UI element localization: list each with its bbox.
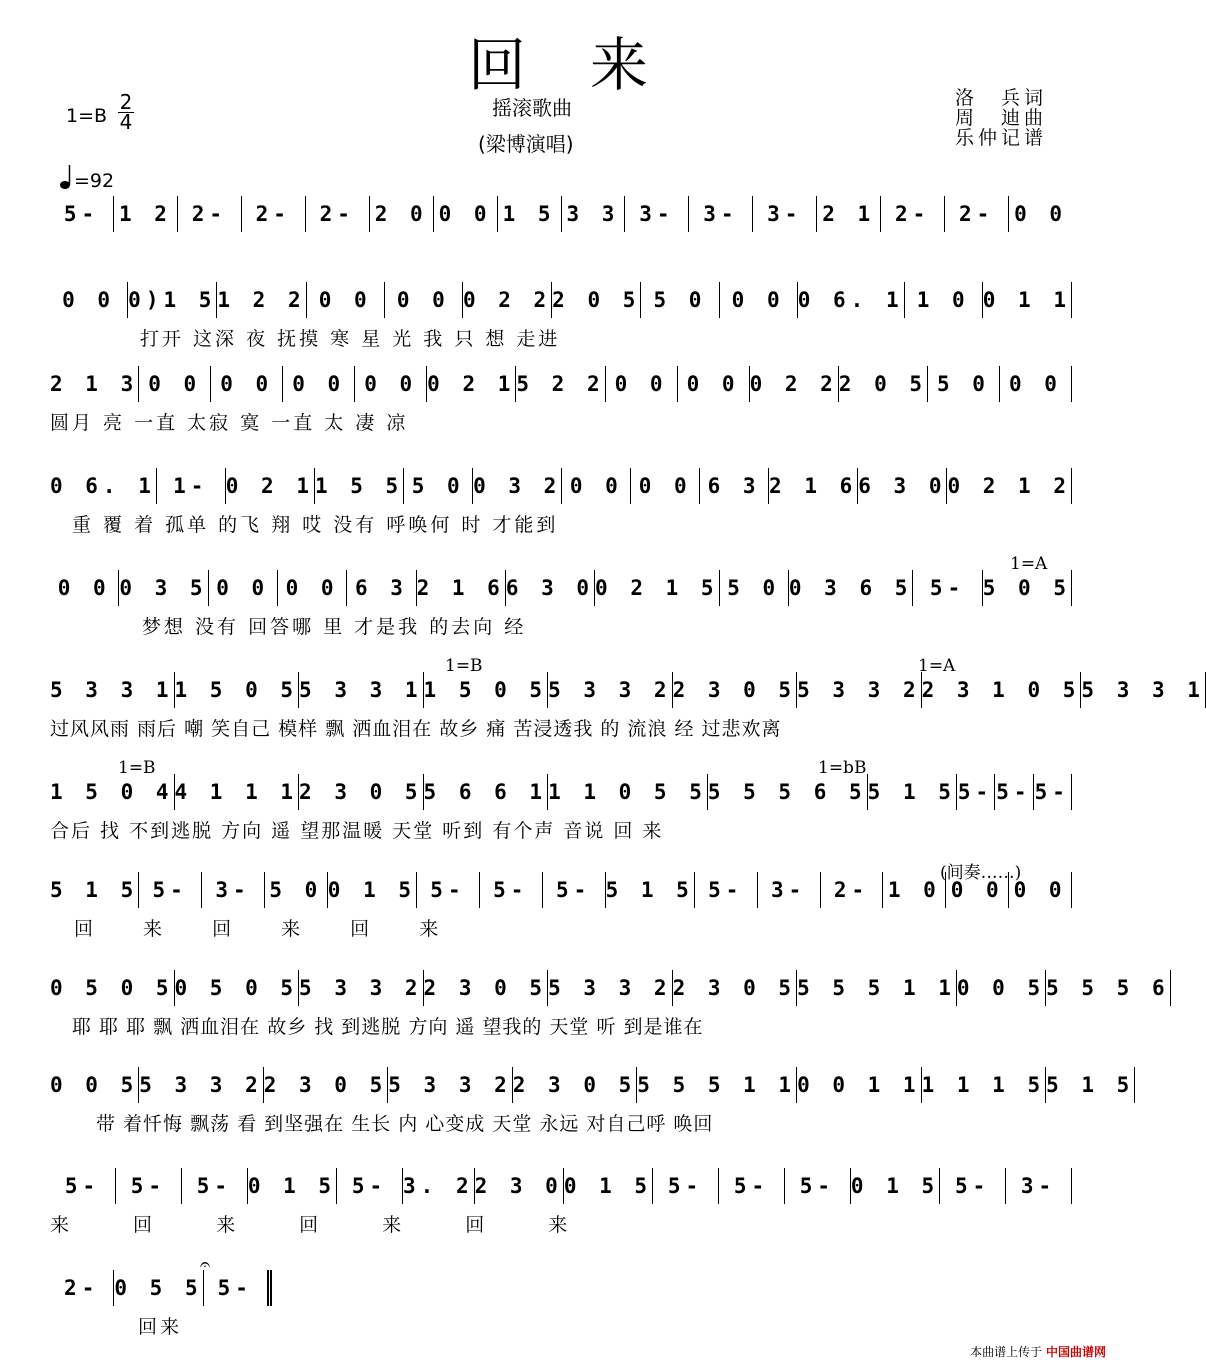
genre-label: 摇滚歌曲 [492,96,572,120]
composer-credit: 周 迪曲 [955,107,1048,129]
measure-row [50,672,1205,708]
lyrics-line: 过风风雨 雨后 嘲 笑自己 模样 飘 洒血泪在 故乡 痛 苦浸透我 的 流浪 经 过悲欢离 [50,718,782,740]
key-change-mark: 1=B [445,656,483,676]
measure: 6 3 [700,468,769,504]
measure: 5- [913,570,982,606]
measure: 5 1 5 [868,774,957,810]
measure: 2 1 6 [769,468,858,504]
lyrics-line: 带 着忏悔 飘荡 看 到坚强在 生长 内 心变成 天堂 永远 对自己呼 唤回 [96,1113,714,1135]
measure: 5 3 3 2 [548,970,673,1006]
measure: 2 3 0 5 [299,774,424,810]
measure: 2- [306,196,370,232]
measure: 0 0 [385,282,463,318]
measure: 5- [182,1168,248,1204]
measure: 2- [945,196,1009,232]
measure: 0 0 [606,366,678,402]
key-change-mark: 1=A [918,656,956,676]
measure: 5 3 3 1 [1081,672,1206,708]
measure: 2 3 0 [475,1168,564,1204]
measure: 0 2 1 [226,468,315,504]
measure: 2 1 3 [50,366,139,402]
measure: 1 5 0 4 [50,774,175,810]
measure: 5- [50,1168,116,1204]
measure: 0 0 [355,366,427,402]
quarter-note-icon [59,163,73,191]
measure: 0 3 2 [473,468,562,504]
measure: 0 0 5 [957,970,1046,1006]
measure: 1 0 [905,282,983,318]
measure: 1 2 [114,196,178,232]
measure: 0 5 0 5 [50,970,175,1006]
lyrics-line: 回来 [138,1316,183,1338]
key-signature: 1=B [66,105,108,127]
measure: 5 1 5 [606,872,695,908]
measure: 5- [1034,774,1072,810]
measure-row [50,570,1072,606]
measure: 5 3 3 2 [797,672,922,708]
measure: 0 0 [283,366,355,402]
measure: 2- [50,1270,114,1306]
measure: 0 2 2 [463,282,552,318]
measure: 2- [821,872,884,908]
measure: 2 3 0 5 [264,1067,389,1103]
measure: 0 1 1 [983,282,1072,318]
measure: 2 0 [370,196,434,232]
measure: 0 1 5 [564,1168,653,1204]
measure: 5- [785,1168,851,1204]
lyrics-line: 梦想 没有 回答哪 里 才是我 的去向 经 [142,616,527,638]
measure: 1 5 0 5 [424,672,549,708]
tempo-mark: =92 [74,170,115,192]
measure: 2- [178,196,242,232]
measure: 2- [242,196,306,232]
lyrics-line: 圆月 亮 一直 太寂 寞 一直 太 凄 凉 [50,412,409,434]
measure: 1 5 [498,196,562,232]
measure: 0 0 [209,570,278,606]
measure: 5 3 3 2 [388,1067,513,1103]
measure: 1 1 0 5 5 [548,774,708,810]
measure: 4 1 1 1 [175,774,300,810]
measure: 0 0 5 [50,1067,139,1103]
measure: 0 1 5 [851,1168,940,1204]
measure: 3- [202,872,265,908]
measure: 5 1 5 [50,872,139,908]
transcriber-credit: 乐仲记谱 [955,127,1048,149]
measure: 0 1 5 [328,872,417,908]
measure: 1 0 [883,872,946,908]
measure: 0 0 [631,468,700,504]
measure: 1 1 1 5 [922,1067,1047,1103]
measure: 0 0 [307,282,385,318]
measure-row [50,872,1072,908]
measure: 0 3 5 [119,570,208,606]
measure-row [50,282,1072,318]
measure: 1 2 2 [217,282,306,318]
measure: 5 0 [720,570,789,606]
measure: 2 3 0 5 [673,672,798,708]
lyrics-line: 耶 耶 耶 飘 洒血泪在 故乡 找 到逃脱 方向 遥 望我的 天堂 听 到是谁在 [72,1016,704,1038]
measure: 5 0 [928,366,1000,402]
measure: 0 6. 1 [50,468,157,504]
measure: 0 2 1 5 [595,570,720,606]
measure: 0 0 [562,468,631,504]
measure: 5- [940,1168,1006,1204]
measure: 2 3 0 5 [424,970,549,1006]
measure: 3- [1006,1168,1072,1204]
measure: 0 0 1 1 [797,1067,922,1103]
measure: 2 0 5 [552,282,641,318]
measure: 0 1 5 [248,1168,337,1204]
lyrics-line: 合后 找 不到逃脱 方向 遥 望那温暖 天堂 听到 有个声 音说 回 来 [50,820,664,842]
measure: 5 5 5 6 5 [708,774,868,810]
lyrics-line: 打开 这深 夜 抚摸 寒 星 光 我 只 想 走进 [140,328,561,350]
measure: 2 1 6 [417,570,506,606]
measure-row [50,970,1170,1006]
measure-row [50,1270,272,1306]
measure: 5 0 [265,872,328,908]
measure: 0 0 [678,366,750,402]
measure: 0 5 0 5 [175,970,300,1006]
measure-row [50,1168,1072,1204]
measure: 0 0 [50,282,128,318]
measure: 5 5 5 6 [1046,970,1171,1006]
measure: 2 3 1 0 5 [922,672,1082,708]
measure: 5- [417,872,480,908]
measure: 0 0 [211,366,283,402]
measure: 0 3 6 5 [789,570,914,606]
measure-row [50,468,1072,504]
measure: 0 0 [946,872,1009,908]
measure: 6 3 0 [858,468,947,504]
measure: 3- [758,872,821,908]
performer-label: (梁博演唱) [478,132,574,156]
measure: 2 3 0 5 [513,1067,638,1103]
measure: 5 0 [404,468,473,504]
interlude-mark: (间奏……) [940,863,1022,883]
fermata-icon: 𝄐 [200,1254,211,1275]
measure: 5 5 5 1 1 [797,970,957,1006]
measure: 3- [625,196,689,232]
measure: 2- [881,196,945,232]
song-title: 回来 [467,31,712,99]
measure: 5- [139,872,202,908]
key-change-mark: 1=A [1010,554,1048,574]
measure: 5- [719,1168,785,1204]
measure: 5 3 3 2 [548,672,673,708]
measure: 5 3 3 2 [299,970,424,1006]
measure: 6 3 [347,570,416,606]
measure: 0)1 5 [128,282,217,318]
measure: 2 3 0 5 [673,970,798,1006]
measure: 5- [695,872,758,908]
measure: 0 2 1 [427,366,516,402]
key-change-mark: 1=B [118,758,156,778]
measure: 5- [957,774,995,810]
measure: 5- [480,872,543,908]
measure: 0 0 [1000,366,1072,402]
measure: 3- [689,196,753,232]
measure: 5 1 5 [1046,1067,1135,1103]
site-logo: 中国曲谱网 [1045,1345,1106,1359]
measure: 5- [653,1168,719,1204]
measure: 0 6. 1 [798,282,905,318]
measure: 5 5 5 1 1 [637,1067,797,1103]
key-change-mark: 1=bB [818,758,867,778]
measure: 0 0 [139,366,211,402]
measure: 0 5 5 [114,1270,203,1306]
measure: 3 3 [562,196,626,232]
measure: 0 2 1 2 [947,468,1072,504]
measure: 0 0 [434,196,498,232]
measure: 3- [753,196,817,232]
measure: 5 3 3 2 [139,1067,264,1103]
measure: 1- [157,468,226,504]
measure-row [50,774,1072,810]
measure: 0 0 [720,282,798,318]
measure: 1 5 0 5 [175,672,300,708]
measure-row [50,1067,1135,1103]
measure-row [50,196,1072,232]
measure: 5 6 6 1 [424,774,549,810]
lyrics-line: 重 覆 着 孤单 的飞 翔 哎 没有 呼唤何 时 才能到 [72,514,559,536]
lyricist-credit: 洛 兵词 [955,87,1048,109]
time-signature: 2 4 [119,90,133,134]
measure: 5 0 5 [983,570,1072,606]
measure: 1 5 5 [315,468,404,504]
footer-credit: 本曲谱上传于 中国曲谱网 [970,1345,1106,1359]
lyrics-line: 回 来 回 来 回 来 [74,918,442,940]
measure: 5- [116,1168,182,1204]
measure: 5- [50,196,114,232]
measure: 0 0 [278,570,347,606]
measure: 5- [337,1168,403,1204]
measure: 5 2 2 [516,366,605,402]
measure: 2 1 [817,196,881,232]
measure: 5- [995,774,1033,810]
measure-row [50,366,1072,402]
lyrics-line: 来 回 来 回 来 回 来 [50,1214,571,1236]
measure: 5 3 3 1 [299,672,424,708]
measure: 0 0 [1009,872,1072,908]
measure: 5- [543,872,606,908]
measure: 0 2 2 [750,366,839,402]
measure: 2 0 5 [839,366,928,402]
measure: 3. 2 [403,1168,475,1204]
measure: 5 0 [641,282,719,318]
measure: 5- [204,1270,272,1306]
measure: 5 3 3 1 [50,672,175,708]
measure: 0 0 [1014,202,1067,226]
measure: 0 0 [50,570,119,606]
measure: 6 3 0 [506,570,595,606]
